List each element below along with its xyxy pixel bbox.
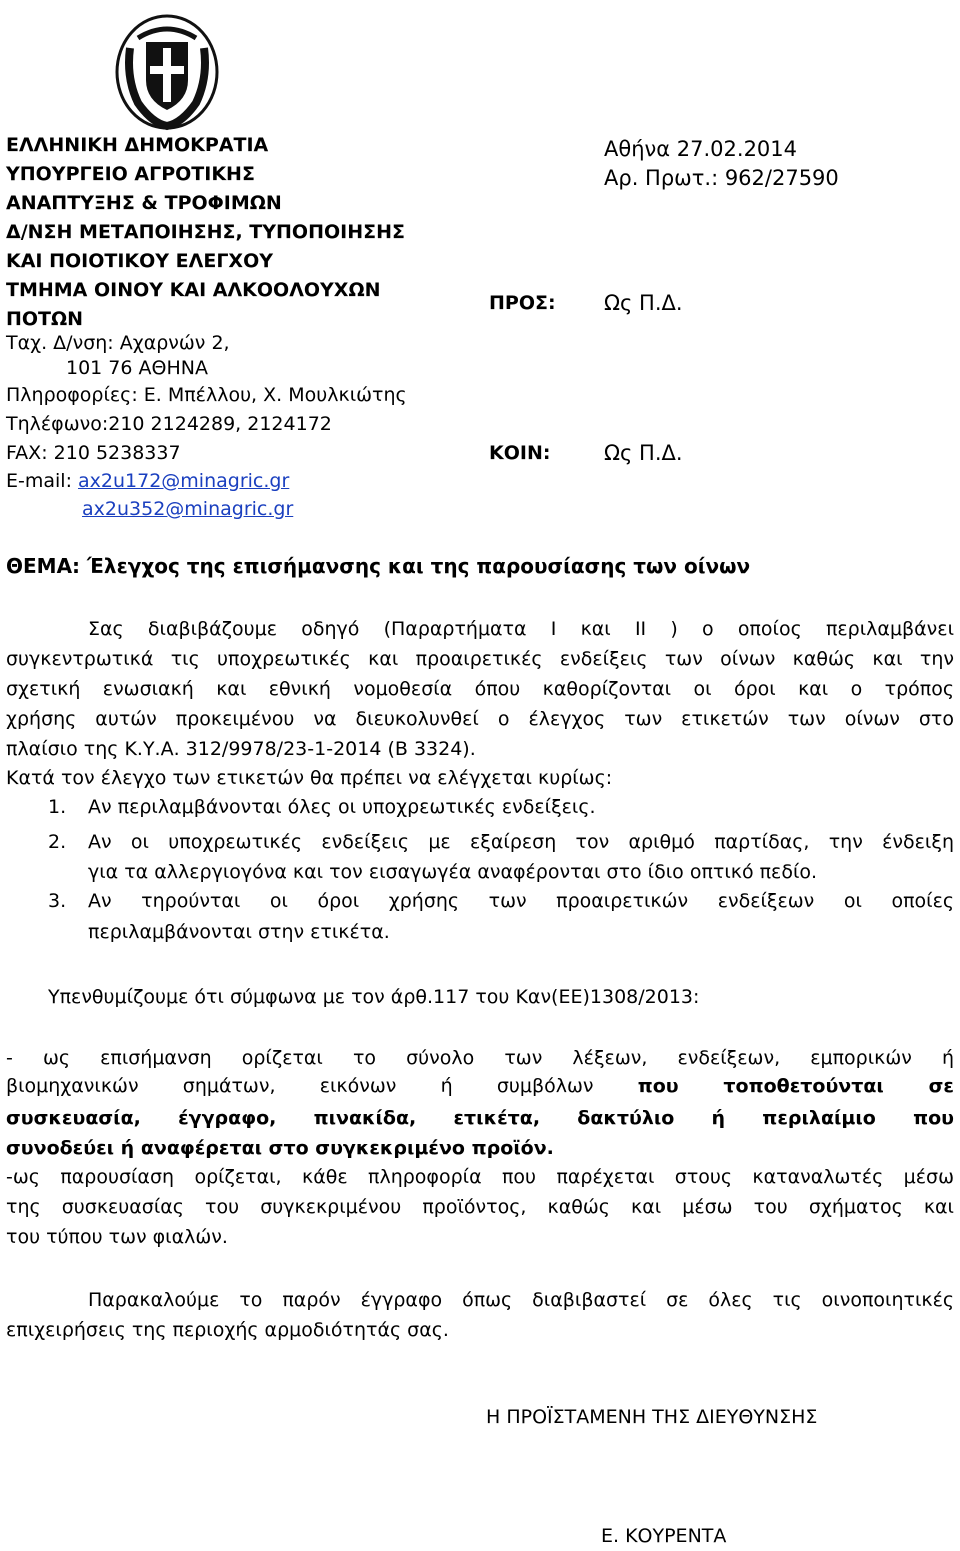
protocol-number: Αρ. Πρωτ.: 962/27590	[604, 166, 839, 190]
paragraph-line: συγκεντρωτικά τις υποχρεωτικές και προαιρετικές ενδείξεις των οίνων καθώς και την	[6, 648, 954, 670]
sender-line: ΑΝΑΠΤΥΞΗΣ & ΤΡΟΦΙΜΩΝ	[6, 192, 282, 214]
to-label: ΠΡΟΣ:	[489, 292, 556, 314]
sender-line: ΚΑΙ ΠΟΙΟΤΙΚΟΥ ΕΛΕΓΧΟΥ	[6, 250, 273, 272]
definition2-line: -ως παρουσίαση ορίζεται, κάθε πληροφορία που παρέχεται στους καταναλωτές μέσω	[6, 1166, 954, 1188]
list-number: 1.	[48, 796, 67, 818]
sender-line: ΥΠΟΥΡΓΕΙΟ ΑΓΡΟΤΙΚΗΣ	[6, 163, 255, 185]
definition2-line: του τύπου των φιαλών.	[6, 1226, 228, 1248]
subject: ΘΕΜΑ: Έλεγχος της επισήμανσης και της παρουσίασης των οίνων	[6, 554, 751, 578]
signature-title: Η ΠΡΟΪΣΤΑΜΕΝΗ ΤΗΣ ΔΙΕΥΘΥΝΣΗΣ	[486, 1406, 818, 1428]
sender-info: Πληροφορίες: Ε. Μπέλλου, Χ. Μουλκιώτης	[6, 384, 407, 406]
reminder: Υπενθυμίζουμε ότι σύμφωνα με τον άρθ.117 του Καν(ΕΕ)1308/2013:	[48, 986, 700, 1008]
list-item-text: Αν περιλαμβάνονται όλες οι υποχρεωτικές ενδείξεις.	[88, 796, 596, 818]
sender-line: ΤΜΗΜΑ ΟΙΝΟΥ ΚΑΙ ΑΛΚΟΟΛΟΥΧΩΝ	[6, 279, 381, 301]
definition-line	[6, 1071, 954, 1101]
cc-value: Ως Π.Δ.	[604, 441, 683, 465]
paragraph-line: πλαίσιο της Κ.Υ.Α. 312/9978/23-1-2014 (Β 3324).	[6, 738, 476, 760]
check-intro: Κατά τον έλεγχο των ετικετών θα πρέπει να ελέγχεται κυρίως:	[6, 767, 613, 789]
sender-email-row-2	[82, 494, 293, 524]
sender-phone: Τηλέφωνο:210 2124289, 2124172	[6, 413, 332, 435]
to-value: Ως Π.Δ.	[604, 291, 683, 315]
request-line: Παρακαλούμε το παρόν έγγραφο όπως διαβιβαστεί σε όλες τις οινοποιητικές	[88, 1289, 954, 1311]
list-item-text: για τα αλλεργιογόνα και τον εισαγωγέα αναφέρονται στο ίδιο οπτικό πεδίο.	[88, 861, 818, 883]
list-item-text: περιλαμβάνονται στην ετικέτα.	[88, 921, 390, 943]
list-number: 2.	[48, 831, 67, 853]
sender-address: Ταχ. Δ/νση: Αχαρνών 2,	[6, 332, 230, 354]
definition2-line: της συσκευασίας του συγκεκριμένου προϊόντος, καθώς και μέσω του σχήματος και	[6, 1196, 954, 1218]
sender-line: Δ/ΝΣΗ ΜΕΤΑΠΟΙΗΣΗΣ, ΤΥΠΟΠΟΙΗΣΗΣ	[6, 221, 405, 243]
email-link-2[interactable]: ax2u352@minagric.gr	[82, 498, 294, 520]
sender-line: ΕΛΛΗΝΙΚΗ ΔΗΜΟΚΡΑΤΙΑ	[6, 134, 269, 156]
list-number: 3.	[48, 890, 67, 912]
definition-text: βιομηχανικών σημάτων, εικόνων ή συμβόλων	[6, 1075, 638, 1097]
sender-line: ΠΟΤΩΝ	[6, 308, 84, 330]
email-label: E-mail:	[6, 470, 79, 492]
date-line: Αθήνα 27.02.2014	[604, 137, 798, 161]
definition-emphasis-line: συνοδεύει ή αναφέρεται στο συγκεκριμένο προϊόν.	[6, 1137, 554, 1159]
greek-emblem-icon	[108, 8, 226, 136]
paragraph-line: Σας διαβιβάζουμε οδηγό (Παραρτήματα I και II ) ο οποίος περιλαμβάνει	[88, 618, 954, 640]
definition-emphasis: που τοποθετούνται σε	[637, 1075, 954, 1097]
definition-emphasis-line: συσκευασία, έγγραφο, πινακίδα, ετικέτα, δακτύλιο ή περιλαίμιο που	[6, 1107, 954, 1129]
sender-email-row	[6, 466, 289, 496]
signature-name: Ε. ΚΟΥΡΕΝΤΑ	[601, 1525, 727, 1547]
email-link-1[interactable]: ax2u172@minagric.gr	[78, 470, 290, 492]
cc-label: ΚΟΙΝ:	[489, 442, 551, 464]
list-item-text: Αν τηρούνται οι όροι χρήσης των προαιρετικών ενδείξεων οι οποίες	[88, 890, 954, 912]
definition-line: - ως επισήμανση ορίζεται το σύνολο των λέξεων, ενδείξεων, εμπορικών ή	[6, 1047, 954, 1069]
sender-postcode: 101 76 ΑΘΗΝΑ	[66, 357, 208, 379]
paragraph-line: σχετική ενωσιακή και εθνική νομοθεσία όπου καθορίζονται οι όροι και ο τρόπος	[6, 678, 954, 700]
list-item-text: Αν οι υποχρεωτικές ενδείξεις με εξαίρεση τον αριθμό παρτίδας, την ένδειξη	[88, 831, 954, 853]
request-line: επιχειρήσεις της περιοχής αρμοδιότητάς σας.	[6, 1319, 449, 1341]
paragraph-line: χρήσης αυτών προκειμένου να διευκολυνθεί ο έλεγχος των ετικετών των οίνων στο	[6, 708, 954, 730]
sender-fax: FAX: 210 5238337	[6, 442, 181, 464]
